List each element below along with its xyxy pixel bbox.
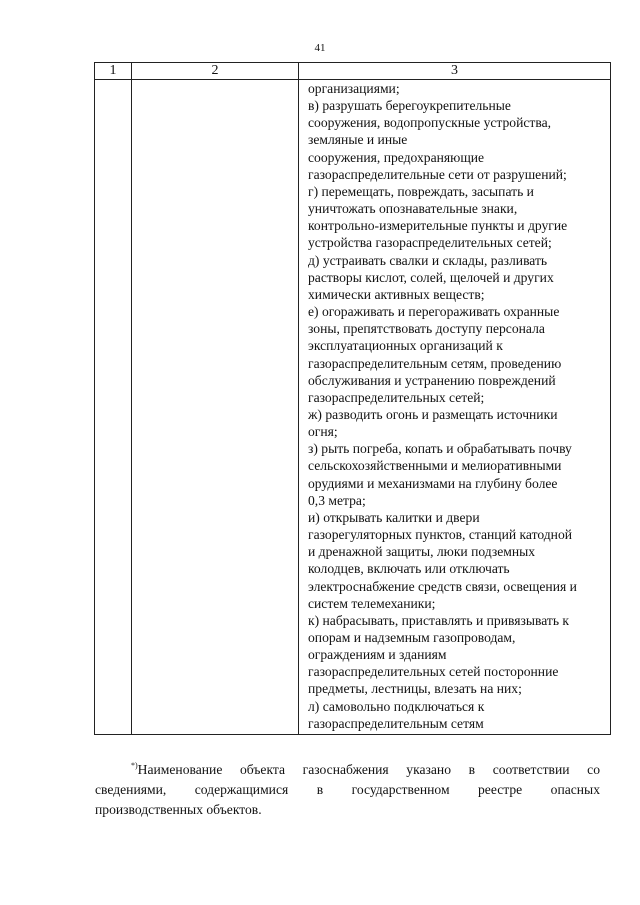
table-row <box>95 80 611 735</box>
column-header-2: 2 <box>132 63 299 80</box>
cell-text-line: сельскохозяйственными и мелиоративными <box>308 458 562 474</box>
cell-text-line: систем телемеханики; <box>308 595 436 611</box>
cell-text-line: организациями; <box>308 81 400 96</box>
cell-text-line: колодцев, включать или отключать <box>308 561 510 577</box>
cell-text-line: растворы кислот, солей, щелочей и других <box>308 269 554 285</box>
footnote-marker: *) <box>131 761 138 770</box>
cell-text-line: электроснабжение средств связи, освещения и <box>308 578 577 594</box>
cell-text-line: е) огораживать и перегораживать охранные <box>308 304 560 320</box>
footnote-line-3 <box>95 800 600 820</box>
cell-text-line: газорегуляторных пунктов, станций катодной <box>308 527 573 543</box>
cell-text-line: 0,3 метра; <box>308 492 366 508</box>
cell-text-line: зоны, препятствовать доступу персонала <box>308 321 545 337</box>
cell-text-line: опорам и надземным газопроводам, <box>308 630 516 645</box>
table-cell-col1 <box>95 80 132 735</box>
cell-text-line: химически активных веществ; <box>308 286 485 302</box>
page-number: 41 <box>314 42 326 54</box>
cell-text-line: предметы, лестницы, влезать на них; <box>308 681 522 697</box>
footnote-text-3: производственных объектов. <box>95 802 262 817</box>
cell-text-line: уничтожать опознавательные знаки, <box>308 201 518 217</box>
cell-text-line: и дренажной защиты, люки подземных <box>308 544 536 560</box>
cell-text-line: газораспределительным сетям, проведению <box>308 355 562 371</box>
cell-text-line: в) разрушать берегоукрепительные <box>308 98 511 114</box>
cell-text-line: газораспределительные сети от разрушений; <box>308 166 567 182</box>
cell-text-line: газораспределительных сетей посторонние <box>308 664 559 680</box>
table-cell-col2 <box>132 80 299 735</box>
column-header-1: 1 <box>95 63 132 80</box>
requirements-table <box>94 62 611 735</box>
cell-text-line: контрольно-измерительные пункты и другие <box>308 218 568 234</box>
cell-text-line: г) перемещать, повреждать, засыпать и <box>308 183 534 199</box>
cell-text-line: к) набрасывать, приставлять и привязывать к <box>308 612 570 628</box>
cell-text-line: обслуживания и устранению повреждений <box>308 372 556 388</box>
cell-text-line: газораспределительных сетей; <box>308 389 485 405</box>
cell-text-line: газораспределительным сетям <box>308 715 484 731</box>
cell-text-line: ж) разводить огонь и размещать источники <box>308 406 558 422</box>
footnote-line-1 <box>95 756 600 780</box>
footnote <box>95 756 600 820</box>
cell-text-line: и) открывать калитки и двери <box>308 509 480 525</box>
cell-text-line: сооружения, водопропускные устройства, <box>308 115 552 131</box>
footnote-text-1: Наименование объекта газоснабжения указано в соответствии со <box>137 762 600 777</box>
cell-text-line: сооружения, предохраняющие <box>308 149 485 165</box>
cell-text-line: ограждениям и зданиям <box>308 647 447 663</box>
table-header-row <box>95 63 611 80</box>
cell-text-line: д) устраивать свалки и склады, разливать <box>308 252 548 268</box>
cell-text-line: орудиями и механизмами на глубину более <box>308 475 558 491</box>
column-header-3: 3 <box>299 63 611 80</box>
cell-text-line: л) самовольно подключаться к <box>308 698 485 714</box>
footnote-line-2 <box>95 780 600 800</box>
table-cell-col3 <box>299 80 611 735</box>
footnote-text-2: сведениями, содержащимися в государственном реестре опасных <box>95 782 600 797</box>
cell-text-line: земляные и иные <box>308 132 408 148</box>
cell-text-line: эксплуатационных организаций к <box>308 338 503 354</box>
cell-text-line: з) рыть погреба, копать и обрабатывать почву <box>308 441 572 457</box>
cell-text-line: огня; <box>308 424 338 440</box>
cell-text-line: устройства газораспределительных сетей; <box>308 235 552 251</box>
